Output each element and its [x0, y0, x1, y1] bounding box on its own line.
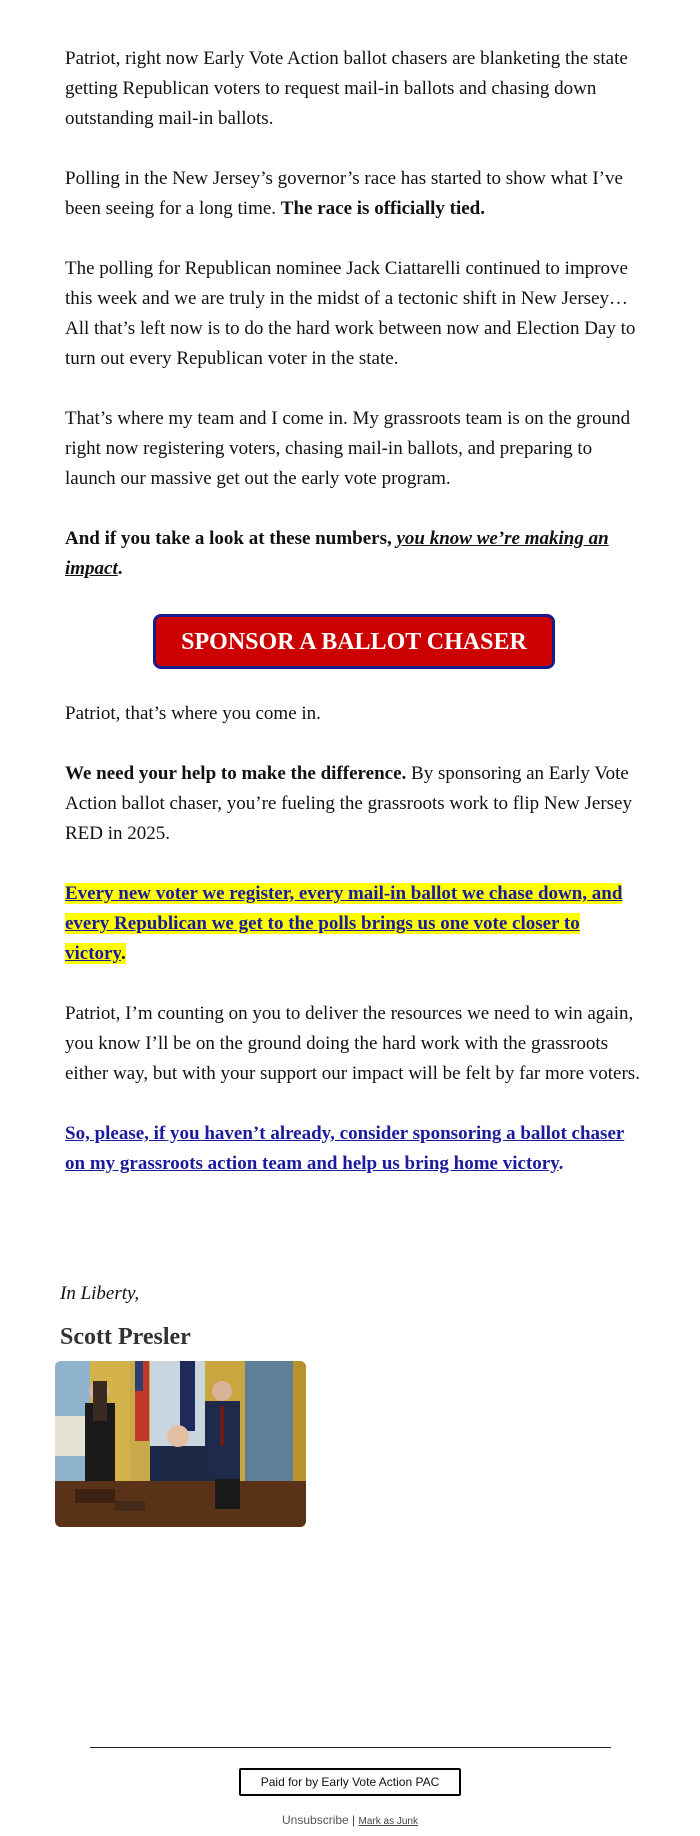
- polling-text: Polling in the New Jersey’s governor’s race has started to show what I’ve been seeing for a long time.: [65, 168, 623, 219]
- paragraph-you-come-in: Patriot, that’s where you come in.: [65, 703, 321, 724]
- sponsor-ballot-chaser-button[interactable]: SPONSOR A BALLOT CHASER: [153, 614, 555, 669]
- signature-name: Scott Presler: [60, 1324, 191, 1350]
- unsubscribe-link[interactable]: Unsubscribe: [282, 1813, 349, 1827]
- mark-as-junk-link[interactable]: Mark as Junk: [358, 1816, 418, 1827]
- race-tied-emphasis: The race is officially tied.: [280, 198, 486, 219]
- paragraph-numbers: [65, 524, 643, 584]
- footer-divider: [90, 1747, 611, 1748]
- period: .: [120, 943, 126, 964]
- paragraph-please: [65, 1119, 643, 1179]
- cta-container: [65, 614, 643, 669]
- signature-photo: [55, 1361, 306, 1527]
- paragraph-need-help: [65, 759, 643, 849]
- footer-separator: |: [348, 1813, 359, 1827]
- paragraph-polling: [65, 164, 643, 224]
- consider-sponsoring-link[interactable]: So, please, if you haven’t already, consider sponsoring a ballot chaser on my grassroots action team and help us bring home victory: [65, 1123, 625, 1174]
- email-body: [65, 44, 643, 1209]
- paragraph-highlight: [65, 879, 643, 969]
- period: .: [558, 1153, 564, 1174]
- signature-closing: In Liberty,: [60, 1283, 140, 1304]
- footer-links: [0, 1813, 700, 1827]
- need-help-emphasis: We need your help to make the difference.: [65, 763, 407, 784]
- every-voter-link[interactable]: Every new voter we register, every mail-in ballot we chase down, and every Republican we get to the polls brings us one vote closer to victory: [65, 883, 623, 964]
- paragraph-team: That’s where my team and I come in. My grassroots team is on the ground right now registering voters, chasing mail-in ballots, and preparing to launch our massive get out the early vote program.: [65, 408, 631, 489]
- paragraph-ciattarelli: The polling for Republican nominee Jack Ciattarelli continued to improve this week and we are truly in the midst of a tectonic shift in New Jersey… All that’s left now is to do the hard work between now and Election Day to turn out every Republican voter in the state.: [65, 258, 636, 369]
- paragraph-intro: Patriot, right now Early Vote Action ballot chasers are blanketing the state getting Republican voters to request mail-in ballots and chasing down outstanding mail-in ballots.: [65, 48, 628, 129]
- paragraph-counting: Patriot, I’m counting on you to deliver the resources we need to win again, you know I’ll be on the ground doing the hard work with the grassroots either way, but with your support our impact will be felt by far more voters.: [65, 1003, 640, 1084]
- paid-for-disclaimer: Paid for by Early Vote Action PAC: [239, 1768, 461, 1796]
- period: .: [117, 558, 123, 579]
- signature-block: [60, 1280, 191, 1360]
- numbers-text: And if you take a look at these numbers,: [65, 528, 397, 549]
- need-help-text: By sponsoring an Early Vote Action ballot chaser, you’re fueling the grassroots work to flip New Jersey RED in 2025.: [65, 763, 632, 844]
- making-impact-link[interactable]: you know we’re making an impact: [65, 528, 609, 579]
